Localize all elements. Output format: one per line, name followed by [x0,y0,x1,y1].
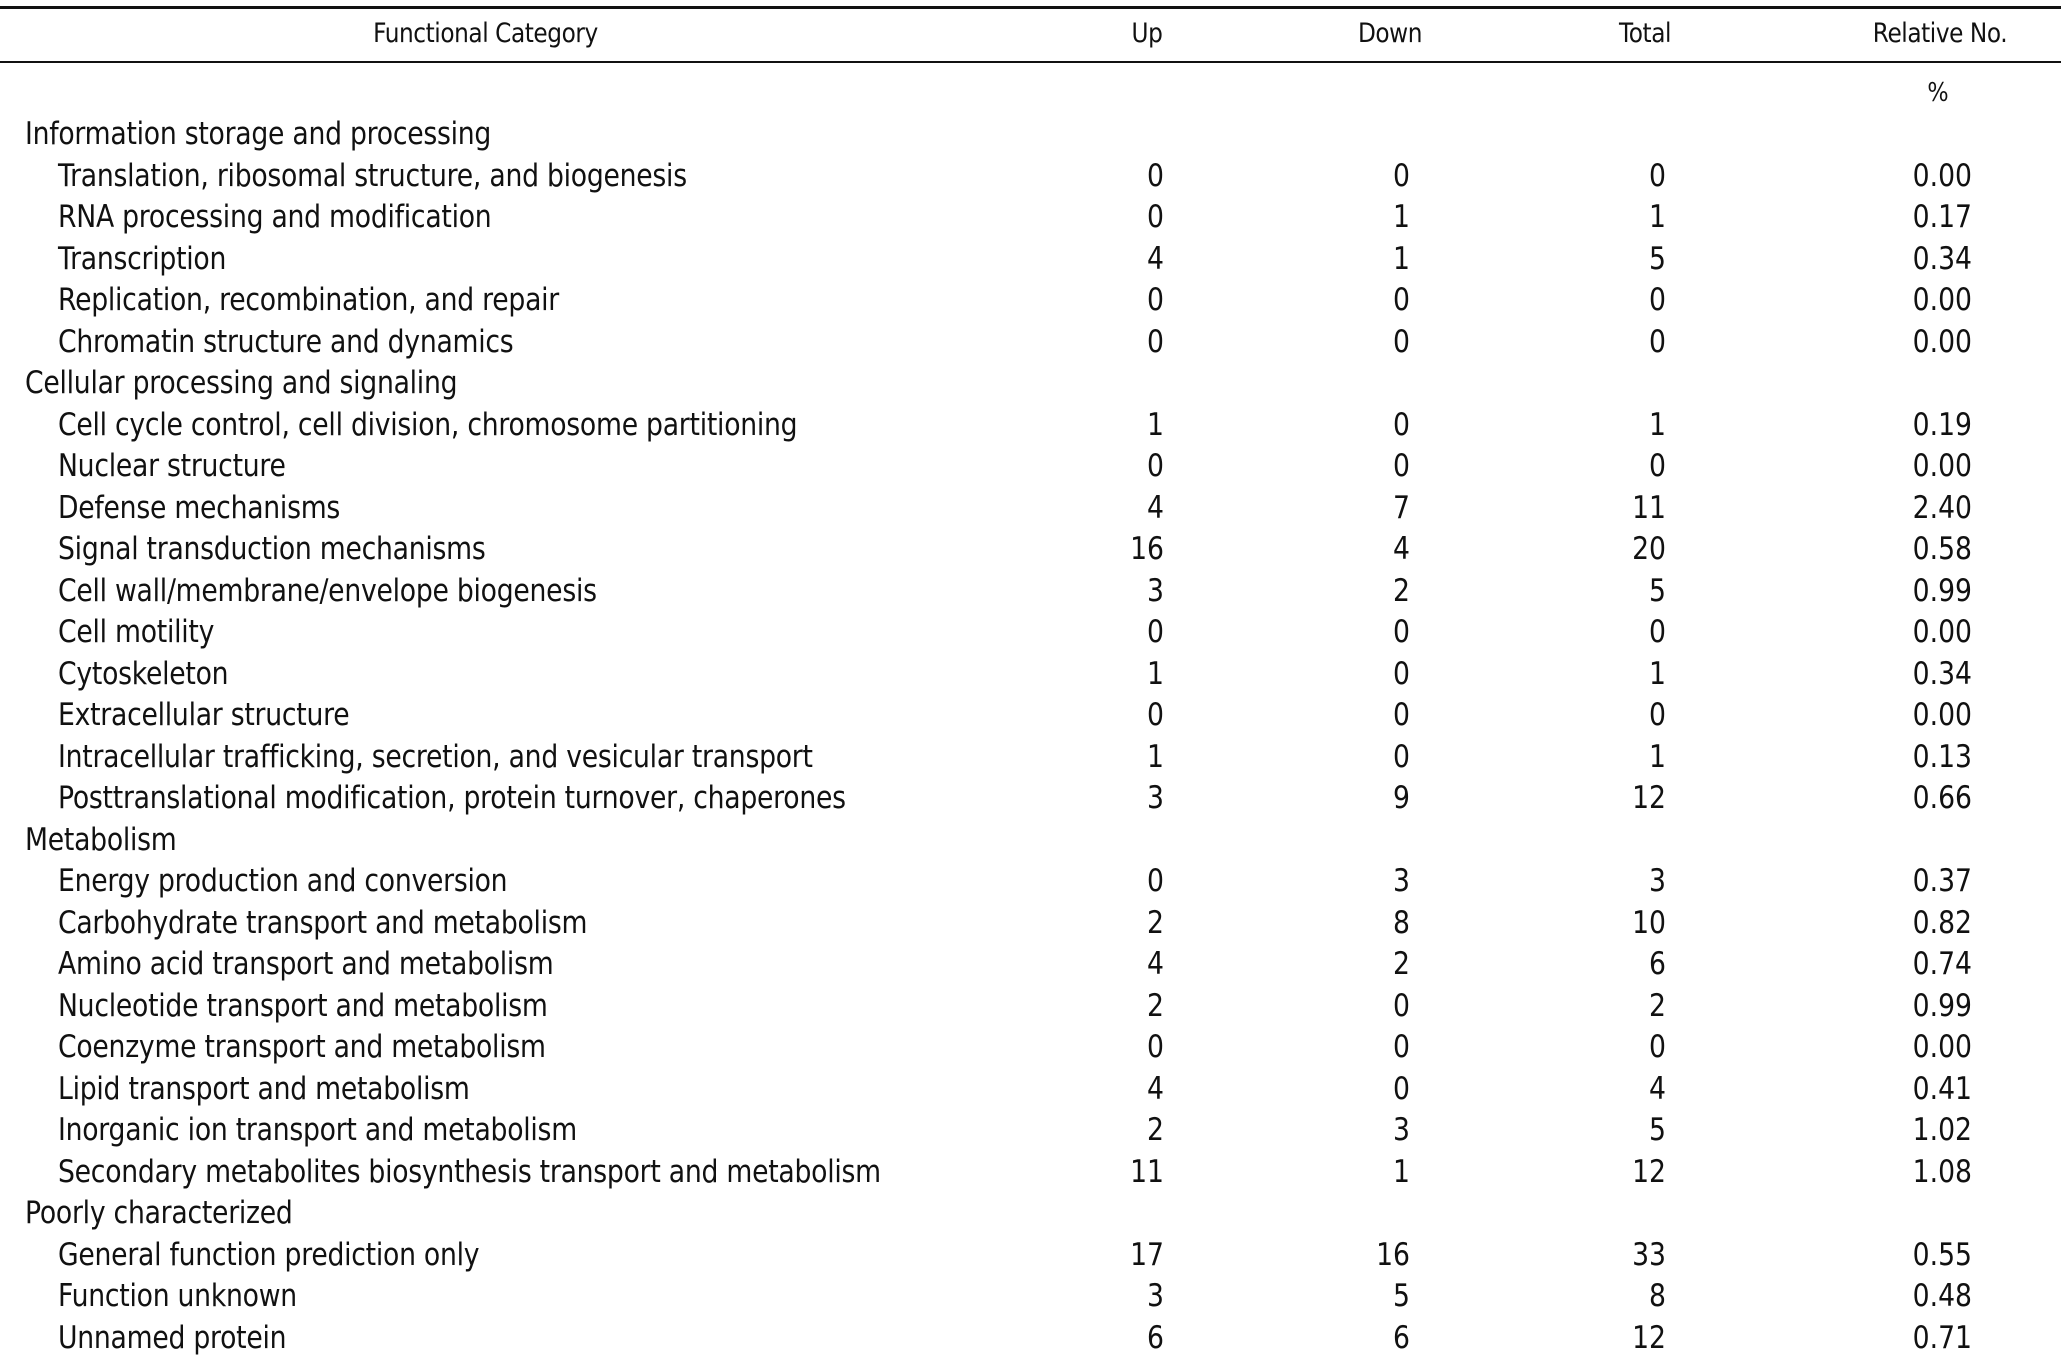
down-count: 0 [1321,1069,1410,1110]
total-count: 0 [1577,1027,1666,1068]
down-count: 0 [1321,156,1410,197]
up-count: 1 [1075,737,1164,778]
relative-percent: 0.34 [1884,654,1972,695]
total-count: 12 [1577,1318,1666,1359]
up-count: 16 [1075,529,1164,570]
up-count: 2 [1075,903,1164,944]
table-row [0,322,2061,364]
table-row [0,778,2061,820]
relative-percent: 2.40 [1884,488,1972,529]
relative-percent: 1.08 [1884,1152,1972,1193]
up-count: 0 [1075,861,1164,902]
relative-percent: 0.00 [1884,322,1972,363]
up-count: 6 [1075,1318,1164,1359]
header-up: Up [1078,17,1216,51]
relative-percent: 0.37 [1884,861,1972,902]
table-row [0,156,2061,198]
table-row [0,695,2061,737]
relative-percent: 0.99 [1884,571,1972,612]
down-count: 0 [1321,612,1410,653]
total-count: 11 [1577,488,1666,529]
up-count: 4 [1075,488,1164,529]
up-count: 0 [1075,1027,1164,1068]
up-count: 3 [1075,571,1164,612]
category-label: Intracellular trafficking, secretion, and vesicular transport [58,737,813,778]
down-count: 0 [1321,1027,1410,1068]
down-count: 0 [1321,737,1410,778]
table-body [0,114,2061,1359]
down-count: 5 [1321,1276,1410,1317]
down-count: 8 [1321,903,1410,944]
category-label: Lipid transport and metabolism [58,1069,470,1110]
category-label: Poorly characterized [25,1193,293,1234]
table-row [0,1235,2061,1277]
relative-percent: 0.99 [1884,986,1972,1027]
relative-percent: 0.13 [1884,737,1972,778]
total-count: 0 [1577,612,1666,653]
table-row [0,571,2061,613]
total-count: 6 [1577,944,1666,985]
down-count: 1 [1321,239,1410,280]
total-count: 1 [1577,737,1666,778]
table-group-row [0,114,2061,156]
total-count: 0 [1577,156,1666,197]
down-count: 16 [1321,1235,1410,1276]
header-relative-no: Relative No. [1820,17,2061,51]
relative-percent: 0.00 [1884,156,1972,197]
down-count: 0 [1321,322,1410,363]
up-count: 4 [1075,1069,1164,1110]
category-label: General function prediction only [58,1235,479,1276]
table-group-row [0,820,2061,862]
down-count: 9 [1321,778,1410,819]
total-count: 12 [1577,1152,1666,1193]
total-count: 5 [1577,1110,1666,1151]
down-count: 1 [1321,197,1410,238]
table-group-row [0,363,2061,405]
total-count: 5 [1577,571,1666,612]
header-total: Total [1576,17,1714,51]
table-row [0,197,2061,239]
table-row [0,529,2061,571]
up-count: 4 [1075,944,1164,985]
category-label: Defense mechanisms [58,488,340,529]
up-count: 0 [1075,156,1164,197]
category-label: Energy production and conversion [58,861,507,902]
total-count: 1 [1577,405,1666,446]
table-row [0,1318,2061,1359]
category-label: Nuclear structure [58,446,286,487]
relative-percent: 0.00 [1884,612,1972,653]
table-row [0,986,2061,1028]
down-count: 4 [1321,529,1410,570]
category-label: Extracellular structure [58,695,349,736]
up-count: 2 [1075,986,1164,1027]
relative-unit-label: % [1912,76,1964,110]
relative-percent: 0.17 [1884,197,1972,238]
table-row [0,861,2061,903]
header-functional-category: Functional Category [68,17,903,51]
category-label: Translation, ribosomal structure, and biogenesis [58,156,687,197]
down-count: 0 [1321,695,1410,736]
relative-percent: 0.34 [1884,239,1972,280]
total-count: 0 [1577,280,1666,321]
up-count: 4 [1075,239,1164,280]
category-label: Cell cycle control, cell division, chromosome partitioning [58,405,797,446]
table-row [0,903,2061,945]
relative-percent: 0.58 [1884,529,1972,570]
category-label: Cell motility [58,612,214,653]
category-label: Inorganic ion transport and metabolism [58,1110,577,1151]
category-label: Posttranslational modification, protein turnover, chaperones [58,778,846,819]
relative-percent: 0.55 [1884,1235,1972,1276]
up-count: 11 [1075,1152,1164,1193]
table-row [0,1152,2061,1194]
category-label: RNA processing and modification [58,197,491,238]
up-count: 0 [1075,280,1164,321]
table-row [0,1110,2061,1152]
relative-percent: 0.19 [1884,405,1972,446]
down-count: 0 [1321,446,1410,487]
relative-percent: 0.00 [1884,446,1972,487]
relative-percent: 0.74 [1884,944,1972,985]
relative-percent: 0.48 [1884,1276,1972,1317]
table-row [0,612,2061,654]
down-count: 6 [1321,1318,1410,1359]
category-label: Function unknown [58,1276,297,1317]
header-down: Down [1321,17,1459,51]
down-count: 2 [1321,944,1410,985]
down-count: 0 [1321,405,1410,446]
total-count: 2 [1577,986,1666,1027]
category-label: Cellular processing and signaling [25,363,457,404]
relative-percent: 0.66 [1884,778,1972,819]
relative-percent: 0.00 [1884,1027,1972,1068]
up-count: 0 [1075,612,1164,653]
relative-percent: 0.41 [1884,1069,1972,1110]
total-count: 12 [1577,778,1666,819]
table-row [0,280,2061,322]
total-count: 5 [1577,239,1666,280]
category-label: Cytoskeleton [58,654,228,695]
table-row [0,446,2061,488]
total-count: 0 [1577,695,1666,736]
total-count: 4 [1577,1069,1666,1110]
category-label: Coenzyme transport and metabolism [58,1027,546,1068]
down-count: 2 [1321,571,1410,612]
table-row [0,737,2061,779]
down-count: 1 [1321,1152,1410,1193]
relative-percent: 0.00 [1884,280,1972,321]
table-row [0,1069,2061,1111]
down-count: 0 [1321,280,1410,321]
table-row [0,944,2061,986]
total-count: 0 [1577,322,1666,363]
relative-percent: 1.02 [1884,1110,1972,1151]
category-label: Secondary metabolites biosynthesis transport and metabolism [58,1152,881,1193]
relative-percent: 0.82 [1884,903,1972,944]
table-row [0,488,2061,530]
down-count: 7 [1321,488,1410,529]
table-group-row [0,1193,2061,1235]
category-label: Carbohydrate transport and metabolism [58,903,587,944]
category-label: Signal transduction mechanisms [58,529,486,570]
category-label: Unnamed protein [58,1318,286,1359]
down-count: 3 [1321,861,1410,902]
table-row [0,405,2061,447]
category-label: Information storage and processing [25,114,491,155]
up-count: 0 [1075,322,1164,363]
table-row [0,1276,2061,1318]
category-label: Replication, recombination, and repair [58,280,559,321]
up-count: 3 [1075,1276,1164,1317]
table-row [0,654,2061,696]
category-label: Cell wall/membrane/envelope biogenesis [58,571,597,612]
up-count: 2 [1075,1110,1164,1151]
up-count: 1 [1075,654,1164,695]
total-count: 33 [1577,1235,1666,1276]
category-label: Metabolism [25,820,177,861]
total-count: 8 [1577,1276,1666,1317]
category-label: Nucleotide transport and metabolism [58,986,548,1027]
down-count: 0 [1321,986,1410,1027]
total-count: 0 [1577,446,1666,487]
total-count: 1 [1577,197,1666,238]
down-count: 0 [1321,654,1410,695]
up-count: 0 [1075,446,1164,487]
up-count: 1 [1075,405,1164,446]
relative-percent: 0.00 [1884,695,1972,736]
total-count: 20 [1577,529,1666,570]
total-count: 1 [1577,654,1666,695]
up-count: 0 [1075,695,1164,736]
category-label: Transcription [58,239,226,280]
up-count: 0 [1075,197,1164,238]
category-label: Amino acid transport and metabolism [58,944,553,985]
table-row [0,239,2061,281]
category-label: Chromatin structure and dynamics [58,322,513,363]
relative-percent: 0.71 [1884,1318,1972,1359]
up-count: 17 [1075,1235,1164,1276]
table-top-rule [0,6,2061,9]
total-count: 10 [1577,903,1666,944]
table-row [0,1027,2061,1069]
table-header-rule [0,61,2061,63]
down-count: 3 [1321,1110,1410,1151]
total-count: 3 [1577,861,1666,902]
up-count: 3 [1075,778,1164,819]
